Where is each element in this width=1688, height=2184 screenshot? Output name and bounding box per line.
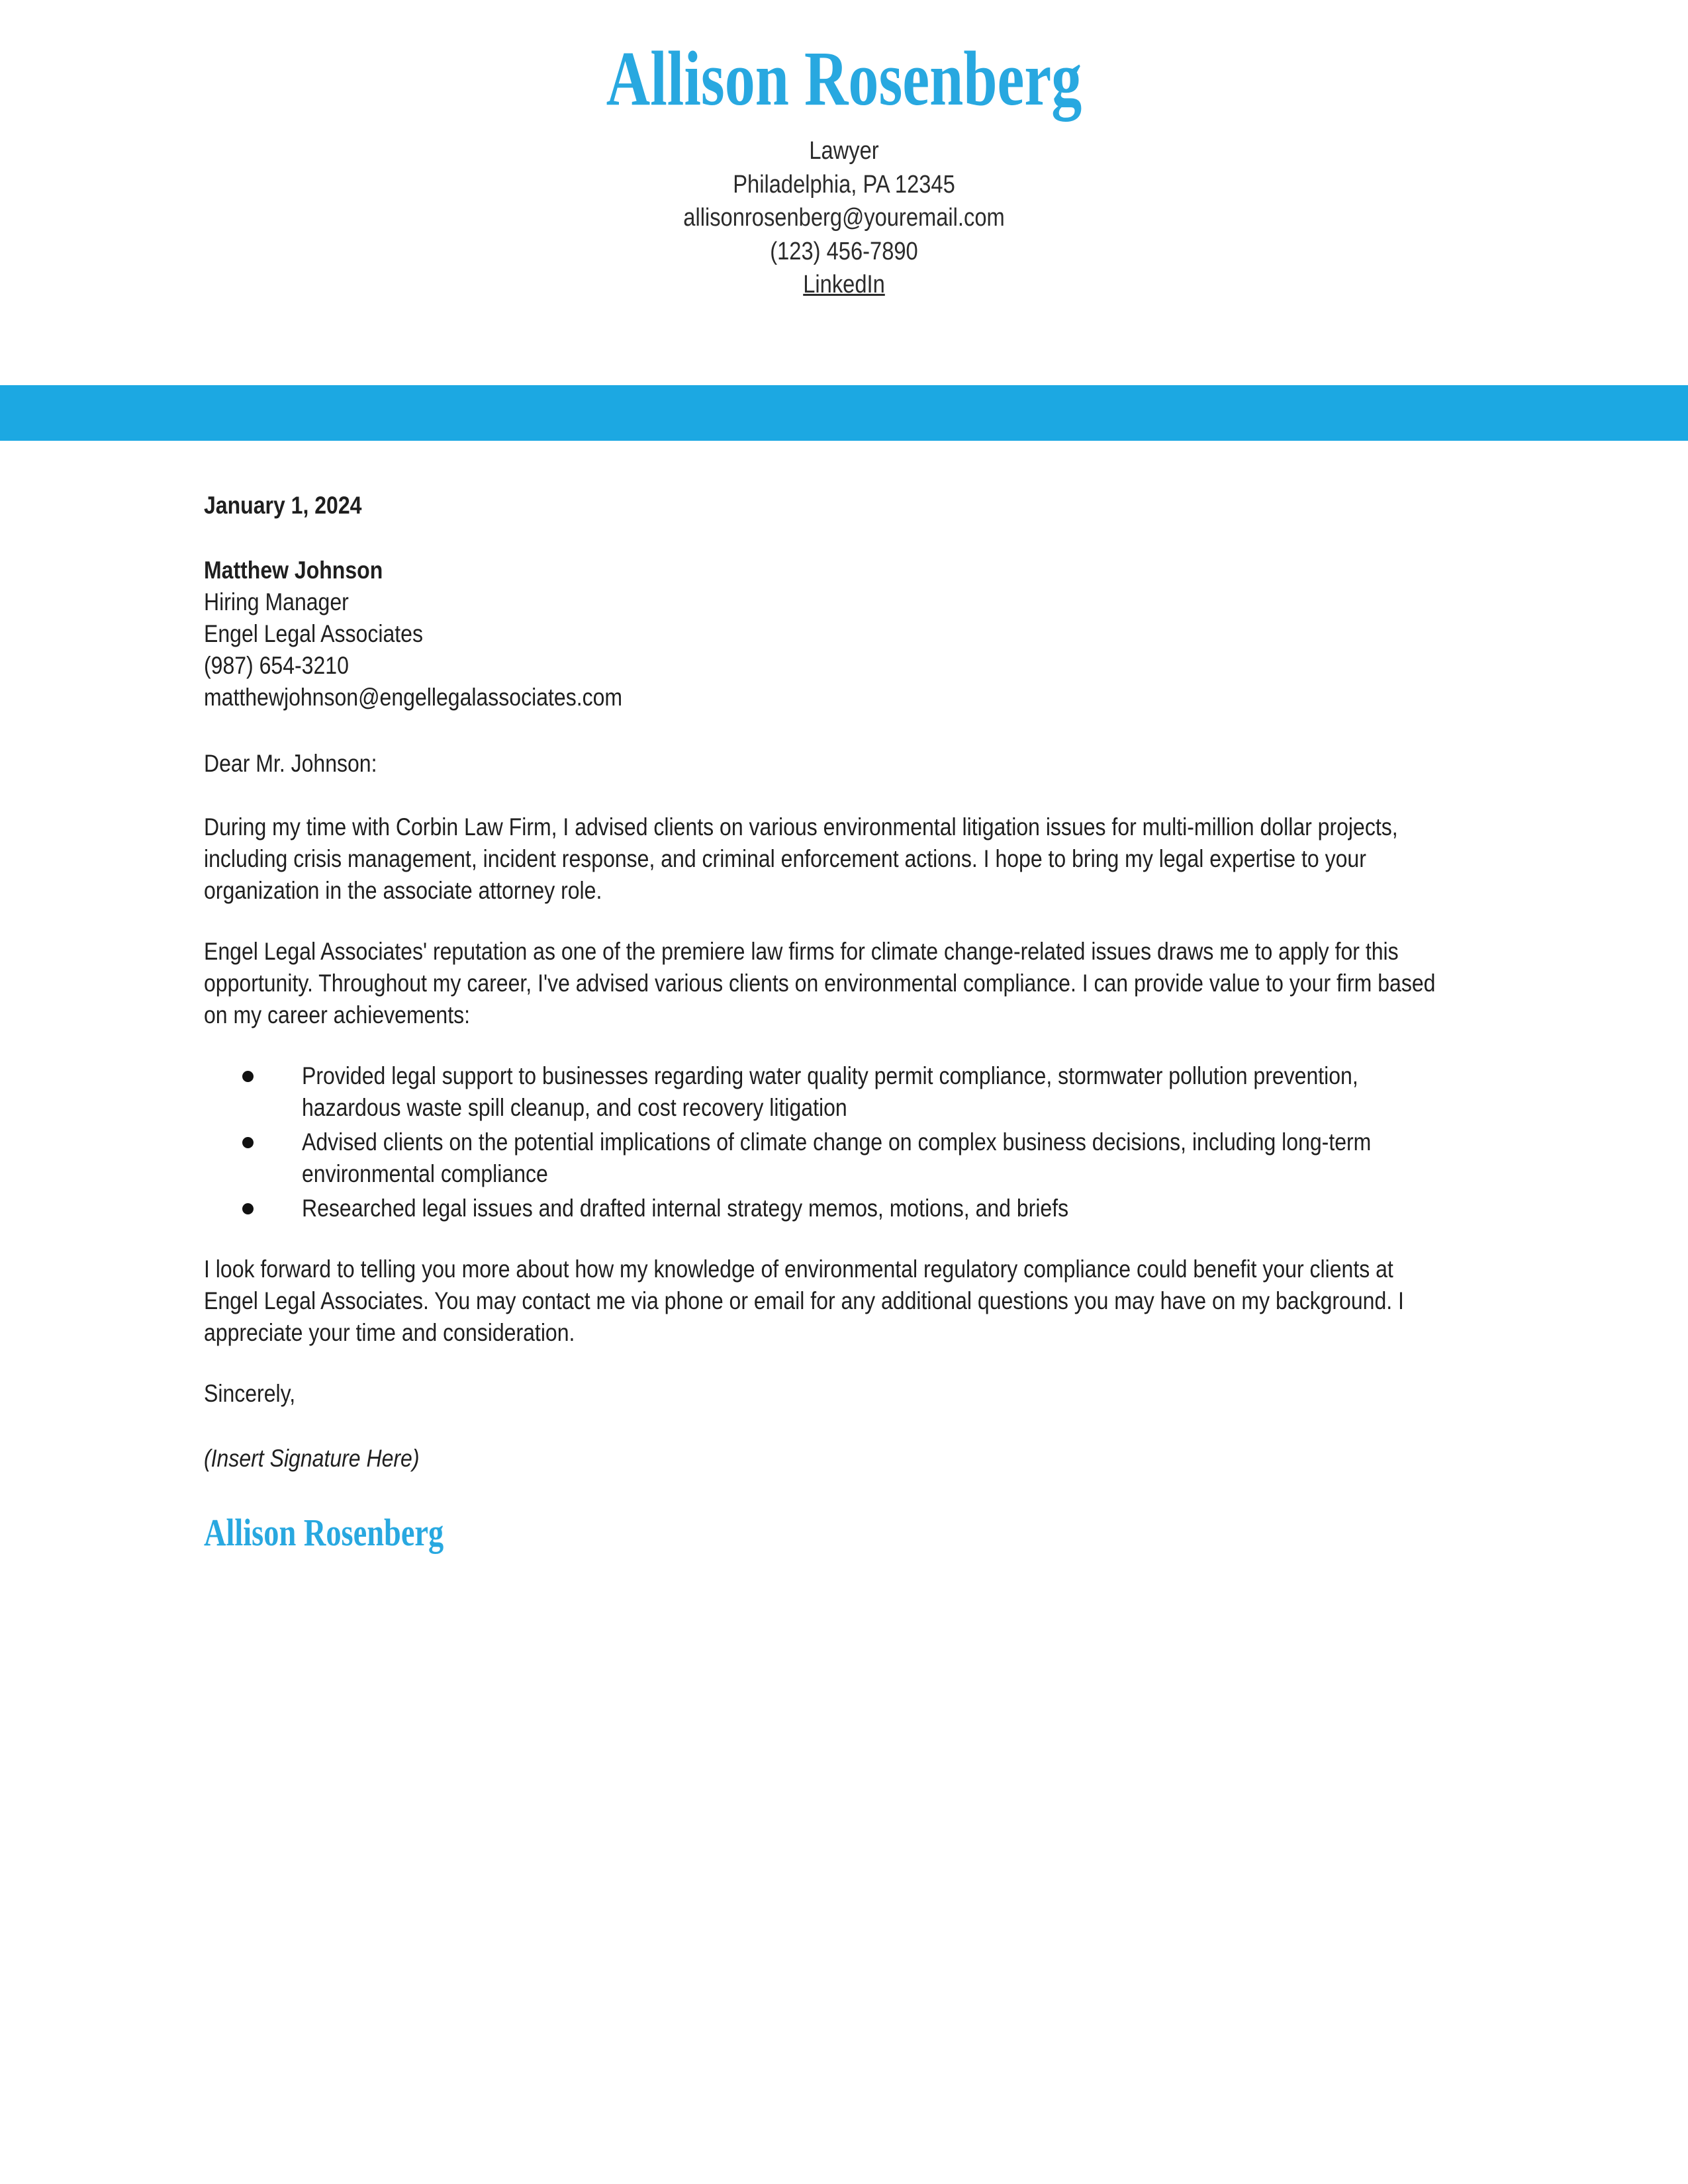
paragraph-1-text: During my time with Corbin Law Firm, I advised clients on various environmental litigation issues for multi-million dollar projects, including crisis management, incident response, and criminal enforcement actions. I hope to bring my legal expertise to your organization in the associate attorney role. — [204, 813, 1398, 904]
bullet-dot-icon — [242, 1071, 254, 1082]
contact-details — [0, 134, 1688, 302]
salutation-text: Dear Mr. Johnson: — [204, 750, 377, 777]
letter-salutation — [204, 748, 1448, 780]
contact-phone: (123) 456-7890 — [770, 237, 918, 265]
bullet-dot-icon — [242, 1203, 254, 1214]
signature-name — [204, 1512, 1448, 1554]
achievement-text: Advised clients on the potential implications of climate change on complex business decisions, including long-term environmental compliance — [302, 1128, 1372, 1187]
contact-location: Philadelphia, PA 12345 — [733, 170, 955, 199]
letter-paragraph-3 — [204, 1253, 1448, 1349]
letter-date — [204, 490, 1448, 522]
list-item — [204, 1060, 1448, 1124]
achievement-text: Researched legal issues and drafted internal strategy memos, motions, and briefs — [302, 1195, 1069, 1222]
recipient-email[interactable]: matthewjohnson@engellegalassociates.com — [204, 684, 623, 711]
recipient-name: Matthew Johnson — [204, 557, 383, 584]
recipient-company: Engel Legal Associates — [204, 620, 423, 647]
letter-closing — [204, 1378, 1448, 1410]
signature-name-text: Allison Rosenberg — [204, 1511, 444, 1554]
letter-date-text: January 1, 2024 — [204, 492, 362, 519]
paragraph-3-text: I look forward to telling you more about how my knowledge of environmental regulatory compliance could benefit your clients at Engel Legal Associates. You may contact me via phone or email for any additional questions you may have on my background. I appreciate your time and consideration. — [204, 1255, 1404, 1346]
letter-paragraph-1 — [204, 811, 1448, 907]
achievements-list — [204, 1060, 1448, 1224]
recipient-phone: (987) 654-3210 — [204, 652, 349, 679]
signature-placeholder-text: (Insert Signature Here) — [204, 1445, 420, 1472]
contact-job-title: Lawyer — [809, 137, 879, 165]
letter-body — [204, 490, 1448, 1554]
signature-placeholder — [204, 1443, 1448, 1475]
letter-header — [0, 0, 1688, 302]
recipient-block — [204, 555, 1448, 713]
accent-divider-bar — [0, 385, 1688, 441]
contact-email[interactable]: allisonrosenberg@youremail.com — [683, 204, 1005, 232]
closing-text: Sincerely, — [204, 1380, 296, 1407]
list-item — [204, 1193, 1448, 1224]
recipient-job-title: Hiring Manager — [204, 588, 349, 615]
list-item — [204, 1126, 1448, 1190]
paragraph-2-text: Engel Legal Associates' reputation as one of the premiere law firms for climate change-related issues draws me to apply for this opportunity. Throughout my career, I've advised various clients on environmental compliance. I can provide value to your firm based on my career achievements: — [204, 938, 1436, 1028]
bullet-dot-icon — [242, 1137, 254, 1148]
applicant-name-heading: Allison Rosenberg — [606, 35, 1082, 122]
achievement-text: Provided legal support to businesses regarding water quality permit compliance, stormwater pollution prevention, hazardous waste spill cleanup, and cost recovery litigation — [302, 1062, 1358, 1121]
letter-paragraph-2 — [204, 936, 1448, 1031]
linkedin-link[interactable]: LinkedIn — [803, 271, 885, 299]
